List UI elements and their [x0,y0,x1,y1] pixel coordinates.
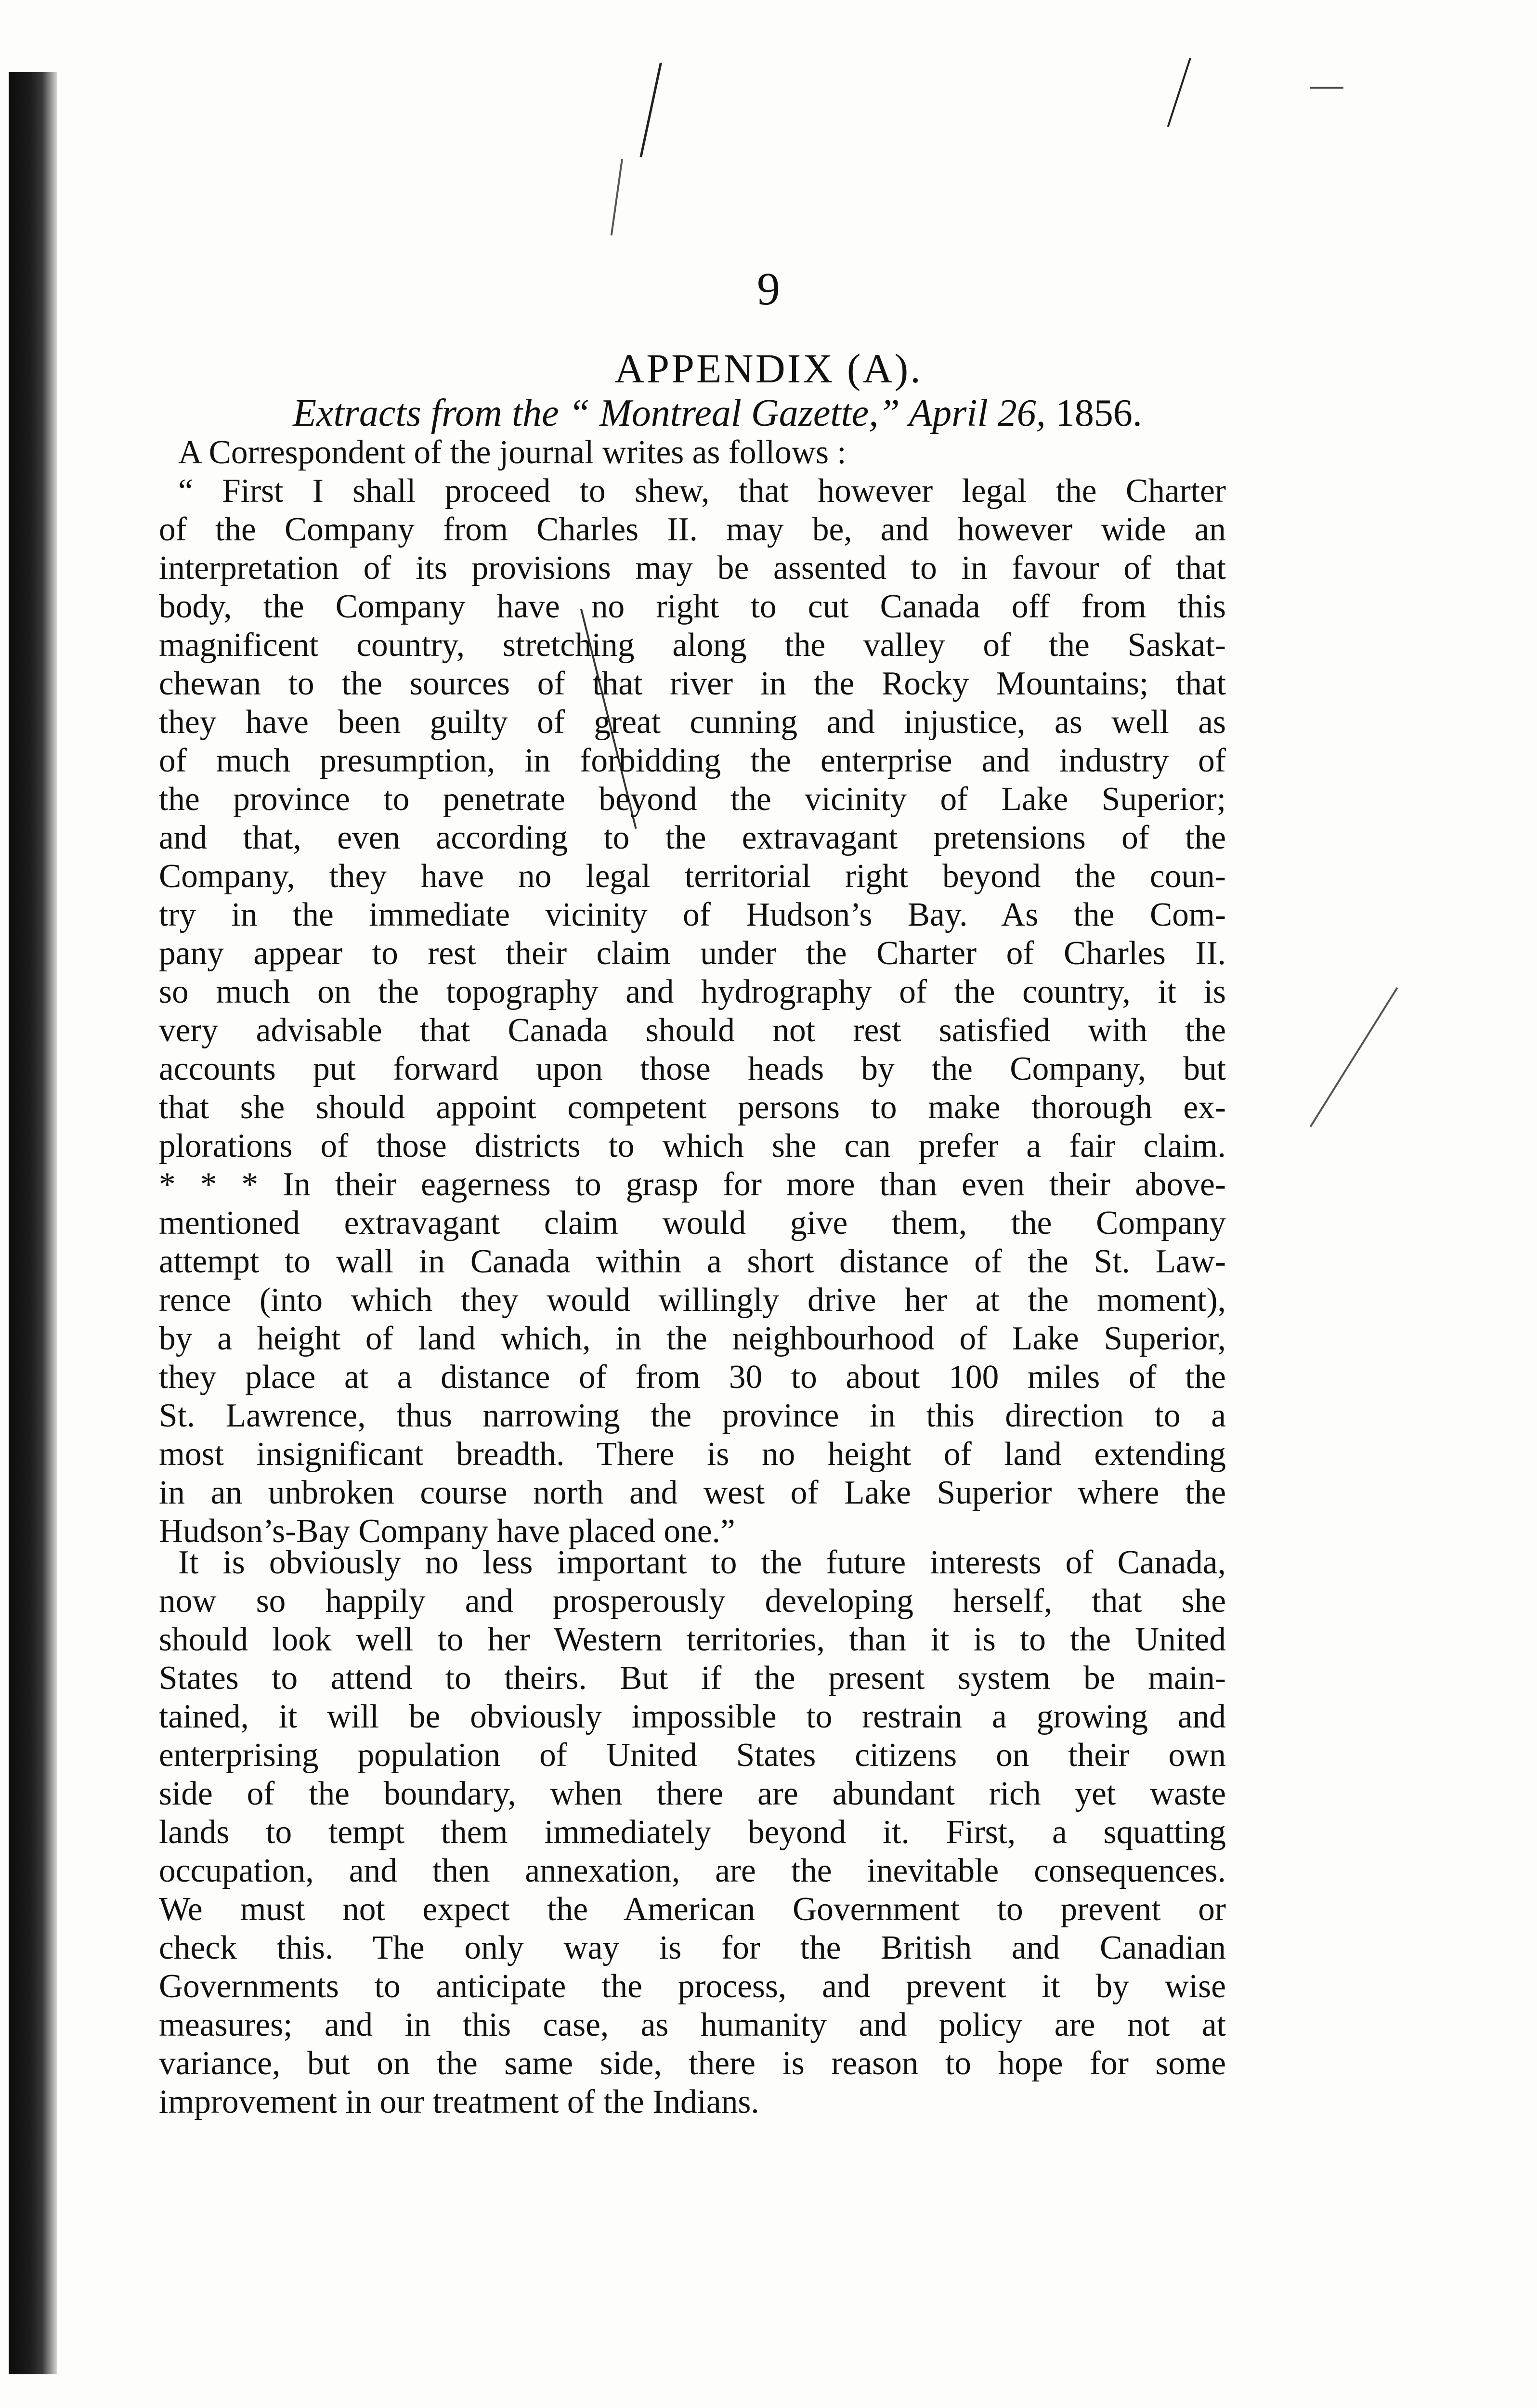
text-line: in an unbroken course north and west of Lake Superior where the [159,1474,1226,1511]
page-number: 9 [757,263,780,314]
subheading-year: 1856. [1055,392,1142,434]
text-line: magnificent country, stretching along the valley of the Saskat- [159,627,1226,664]
text-line: enterprising population of United States citizens on their own [159,1737,1226,1774]
text-line: Governments to anticipate the process, and prevent it by wise [159,1968,1226,2005]
text-line: “ First I shall proceed to shew, that however legal the Charter [178,472,1226,510]
text-line: should look well to her Western territories, than it is to the United [159,1621,1226,1658]
text-line: the province to penetrate beyond the vicinity of Lake Superior; [159,781,1226,818]
binding-edge-shadow [9,72,57,2374]
text-line: check this. The only way is for the British and Canadian [159,1929,1226,1966]
text-line: Hudson’s-Bay Company have placed one.” [159,1513,735,1550]
paragraph-1 [159,433,1226,1551]
text-line: body, the Company have no right to cut Canada off from this [159,588,1226,625]
text-line: and that, even according to the extravagant pretensions of the [159,819,1226,856]
pen-mark [1167,58,1191,127]
pen-mark [1310,87,1343,89]
text-line: now so happily and prosperously developing herself, that she [159,1583,1226,1620]
text-line: very advisable that Canada should not rest satisfied with the [159,1012,1226,1049]
text-line: We must not expect the American Government to prevent or [159,1891,1226,1928]
appendix-heading: APPENDIX (A). [614,345,923,392]
text-line: most insignificant breadth. There is no height of land extending [159,1436,1226,1473]
text-line: pany appear to rest their claim under the Charter of Charles II. [159,935,1226,972]
text-line: measures; and in this case, as humanity and policy are not at [159,2006,1226,2043]
text-line: plorations of those districts to which she can prefer a fair claim. [159,1127,1226,1165]
pen-mark [639,63,662,157]
text-line: so much on the topography and hydrography of the country, it is [159,973,1226,1010]
pen-mark [1310,987,1398,1127]
text-line: by a height of land which, in the neighbourhood of Lake Superior, [159,1320,1226,1357]
text-line: they place at a distance of from 30 to about 100 miles of the [159,1359,1226,1396]
text-line: that she should appoint competent persons to make thorough ex- [159,1089,1226,1126]
text-line: tained, it will be obviously impossible to restrain a growing and [159,1698,1226,1735]
pen-mark [611,159,623,236]
text-line: try in the immediate vicinity of Hudson’s Bay. As the Com- [159,896,1226,933]
text-line: chewan to the sources of that river in the Rocky Mountains; that [159,665,1226,702]
text-line: variance, but on the same side, there is reason to hope for some [159,2045,1226,2082]
text-line: interpretation of its provisions may be assented to in favour of that [159,550,1226,587]
text-line: of much presumption, in forbidding the enterprise and industry of [159,742,1226,779]
text-line: * * * In their eagerness to grasp for more than even their above- [159,1166,1226,1203]
text-line: States to attend to theirs. But if the present system be main- [159,1660,1226,1697]
text-line: they have been guilty of great cunning and injustice, as well as [159,704,1226,741]
paragraph-2 [159,1544,1226,2121]
text-line: accounts put forward upon those heads by the Company, but [159,1050,1226,1087]
text-line: improvement in our treatment of the Indians. [159,2083,759,2120]
text-line: attempt to wall in Canada within a short distance of the St. Law- [159,1243,1226,1280]
text-line: lands to tempt them immediately beyond it. First, a squatting [159,1814,1226,1851]
text-line: side of the boundary, when there are abundant rich yet waste [159,1775,1226,1812]
text-line: A Correspondent of the journal writes as follows : [178,434,847,471]
subheading-text: Extracts from the “ Montreal Gazette,” April 26, [293,392,1046,434]
text-line: rence (into which they would willingly drive her at the moment), [159,1282,1226,1319]
text-line: Company, they have no legal territorial right beyond the coun- [159,858,1226,895]
text-line: mentioned extravagant claim would give them, the Company [159,1204,1226,1242]
appendix-subheading [202,390,1233,436]
text-line: occupation, and then annexation, are the inevitable consequences. [159,1852,1226,1889]
text-line: of the Company from Charles II. may be, and however wide an [159,511,1226,548]
text-line: It is obviously no less important to the future interests of Canada, [178,1544,1226,1581]
text-line: St. Lawrence, thus narrowing the province in this direction to a [159,1397,1226,1434]
